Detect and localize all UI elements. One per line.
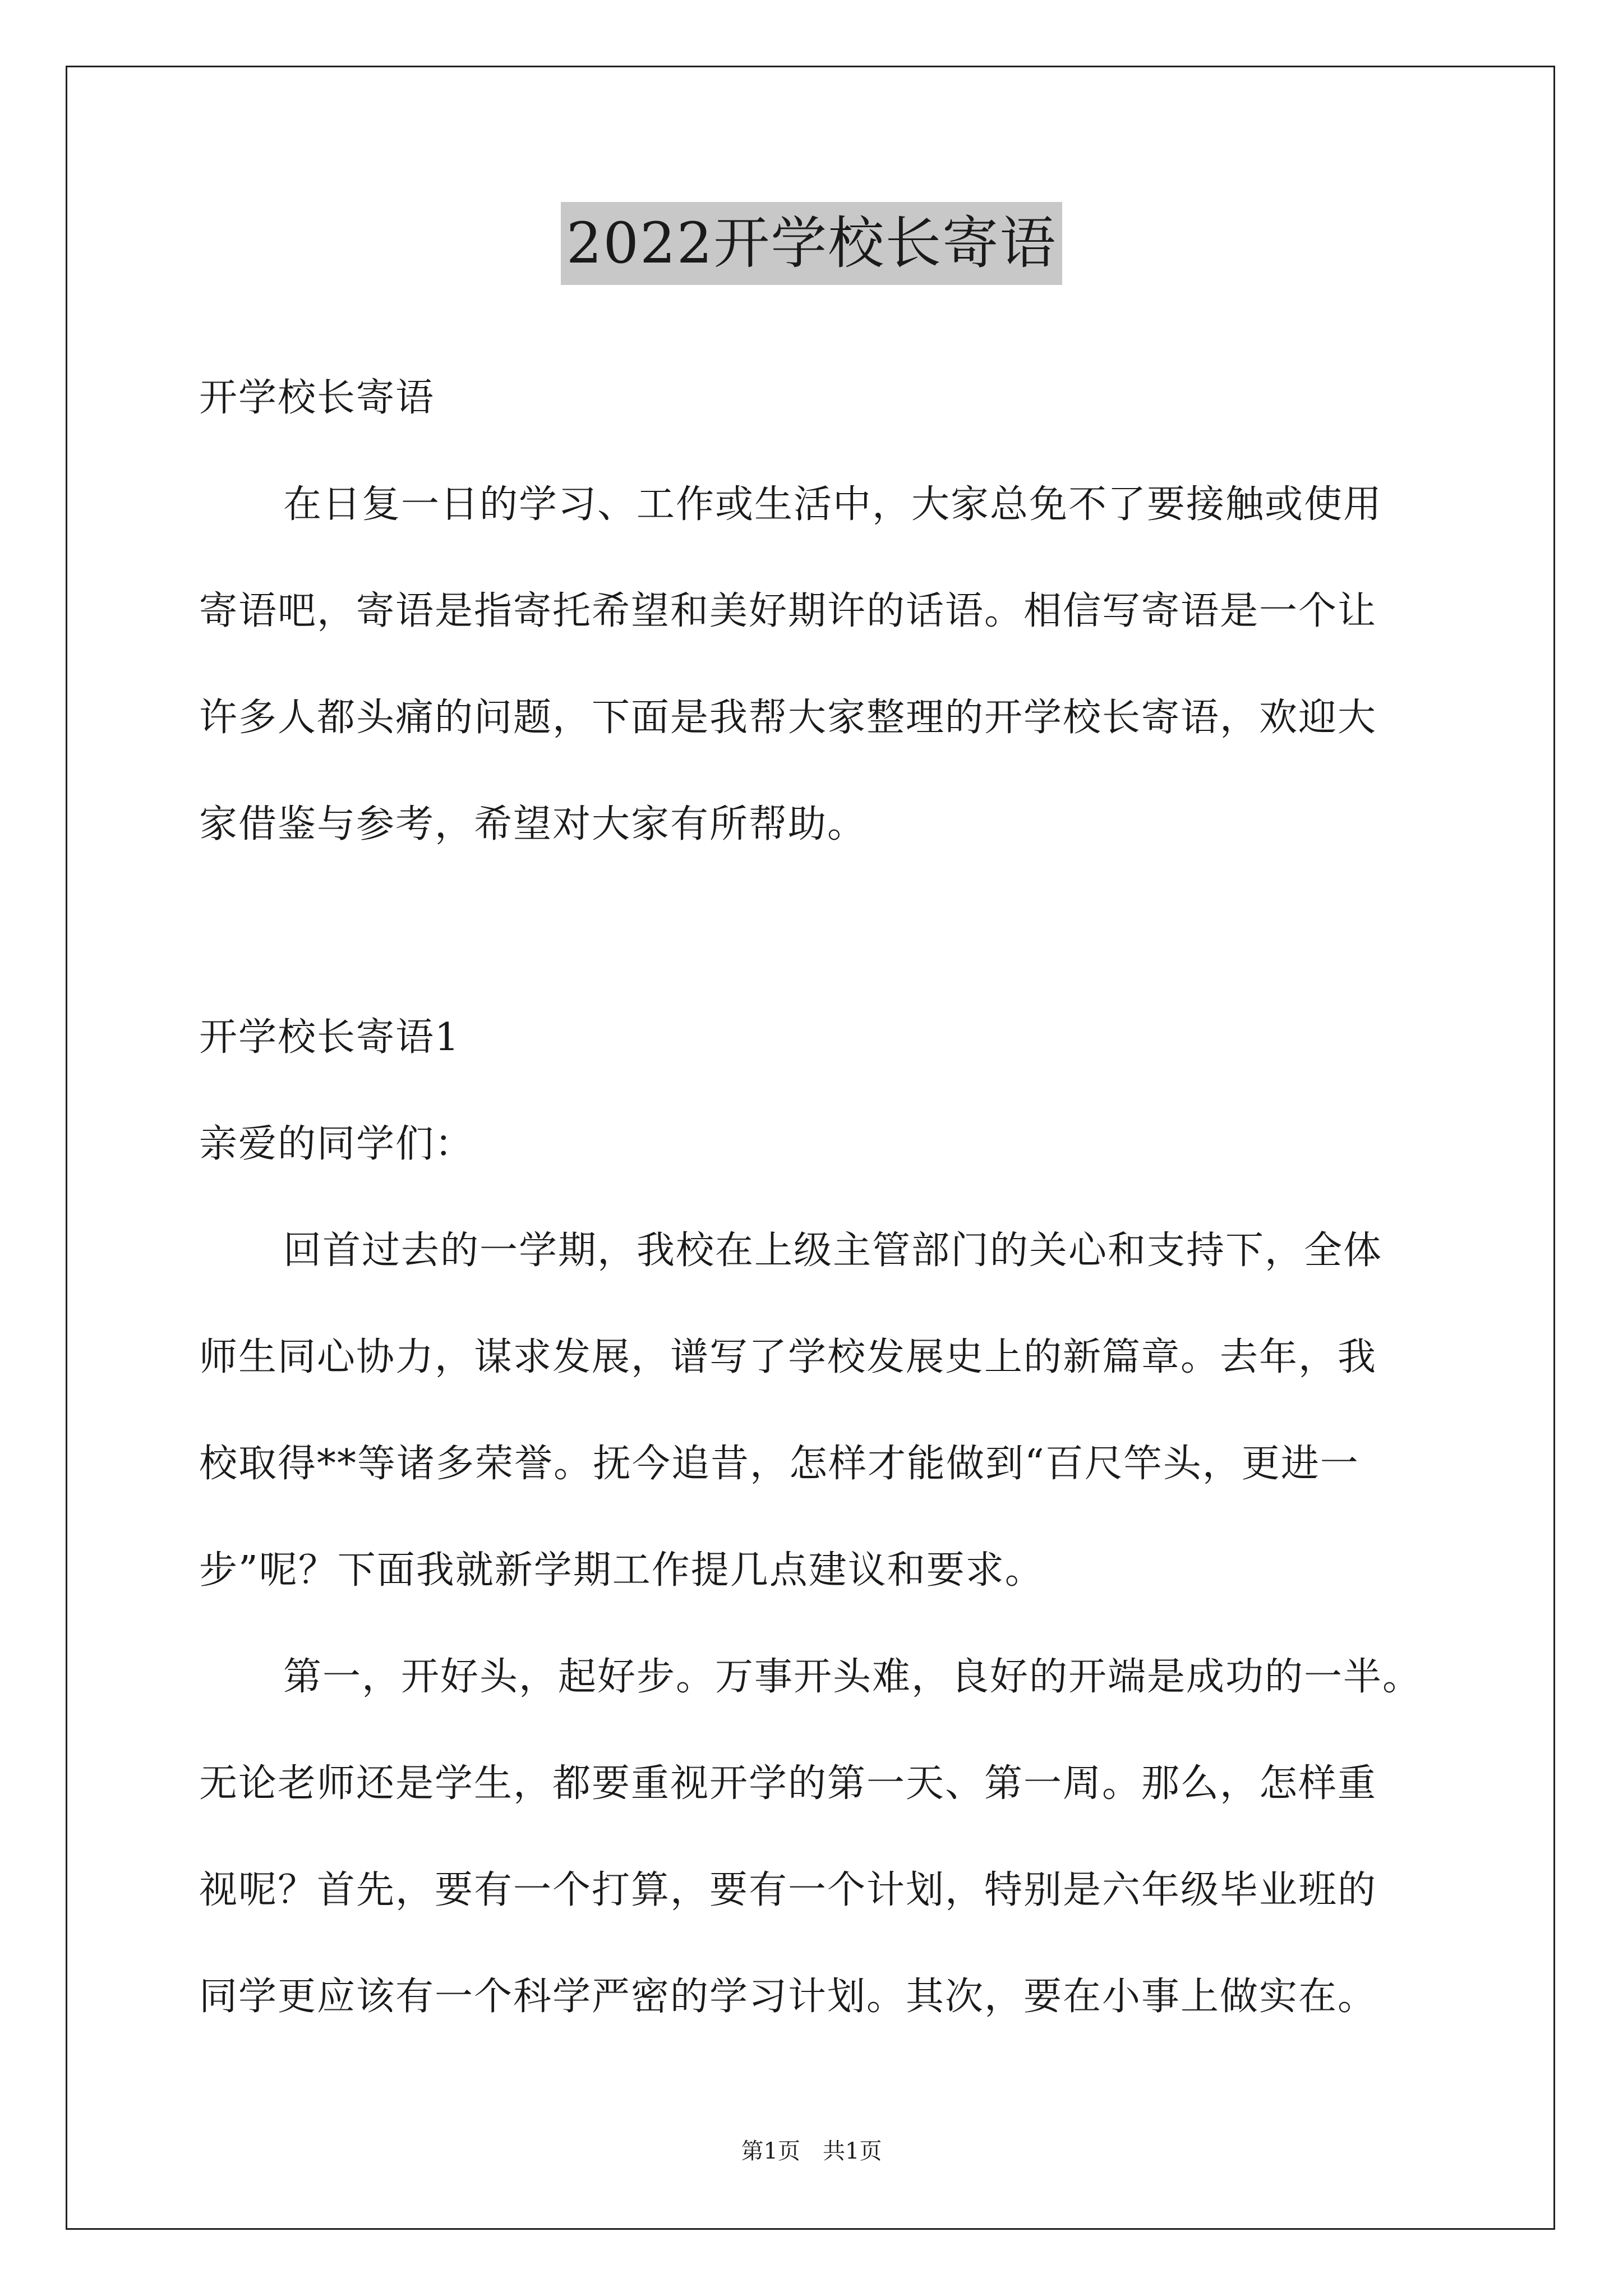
paragraph-line: 第一，开好头，起好步。万事开头难，良好的开端是成功的一半。 — [283, 1655, 1422, 1699]
paragraph-line: 同学更应该有一个科学严密的学习计划。其次，要在小事上做实在。 — [199, 1975, 1377, 2019]
paragraph-line: 视呢？首先，要有一个打算，要有一个计划，特别是六年级毕业班的 — [199, 1868, 1377, 1912]
paragraph-line: 回首过去的一学期，我校在上级主管部门的关心和支持下，全体 — [283, 1228, 1383, 1273]
blank-spacer — [199, 878, 1427, 984]
page-footer: 第1页 共1页 — [741, 2138, 882, 2164]
paragraph-line: 家借鉴与参考，希望对大家有所帮助。 — [199, 802, 867, 846]
title-area — [0, 202, 1623, 285]
paragraph-line: 寄语吧，寄语是指寄托希望和美好期许的话语。相信写寄语是一个让 — [199, 589, 1377, 633]
document-body — [199, 345, 1427, 2050]
section-heading: 开学校长寄语 — [199, 376, 435, 420]
paragraph-line: 步”呢？下面我就新学期工作提几点建议和要求。 — [199, 1548, 1044, 1593]
paragraph-line: 校取得**等诸多荣誉。抚今追昔，怎样才能做到“百尺竿头，更进一 — [199, 1442, 1359, 1486]
section-heading: 开学校长寄语1 — [199, 1015, 460, 1060]
paragraph-line: 许多人都头痛的问题，下面是我帮大家整理的开学校长寄语，欢迎大 — [199, 696, 1377, 740]
salutation: 亲爱的同学们： — [199, 1122, 474, 1166]
document-title: 2022开学校长寄语 — [561, 202, 1063, 285]
paragraph-line: 在日复一日的学习、工作或生活中，大家总免不了要接触或使用 — [283, 482, 1383, 527]
paragraph-line: 师生同心协力，谋求发展，谱写了学校发展史上的新篇章。去年，我 — [199, 1335, 1377, 1379]
paragraph-line: 无论老师还是学生，都要重视开学的第一天、第一周。那么，怎样重 — [199, 1761, 1377, 1806]
